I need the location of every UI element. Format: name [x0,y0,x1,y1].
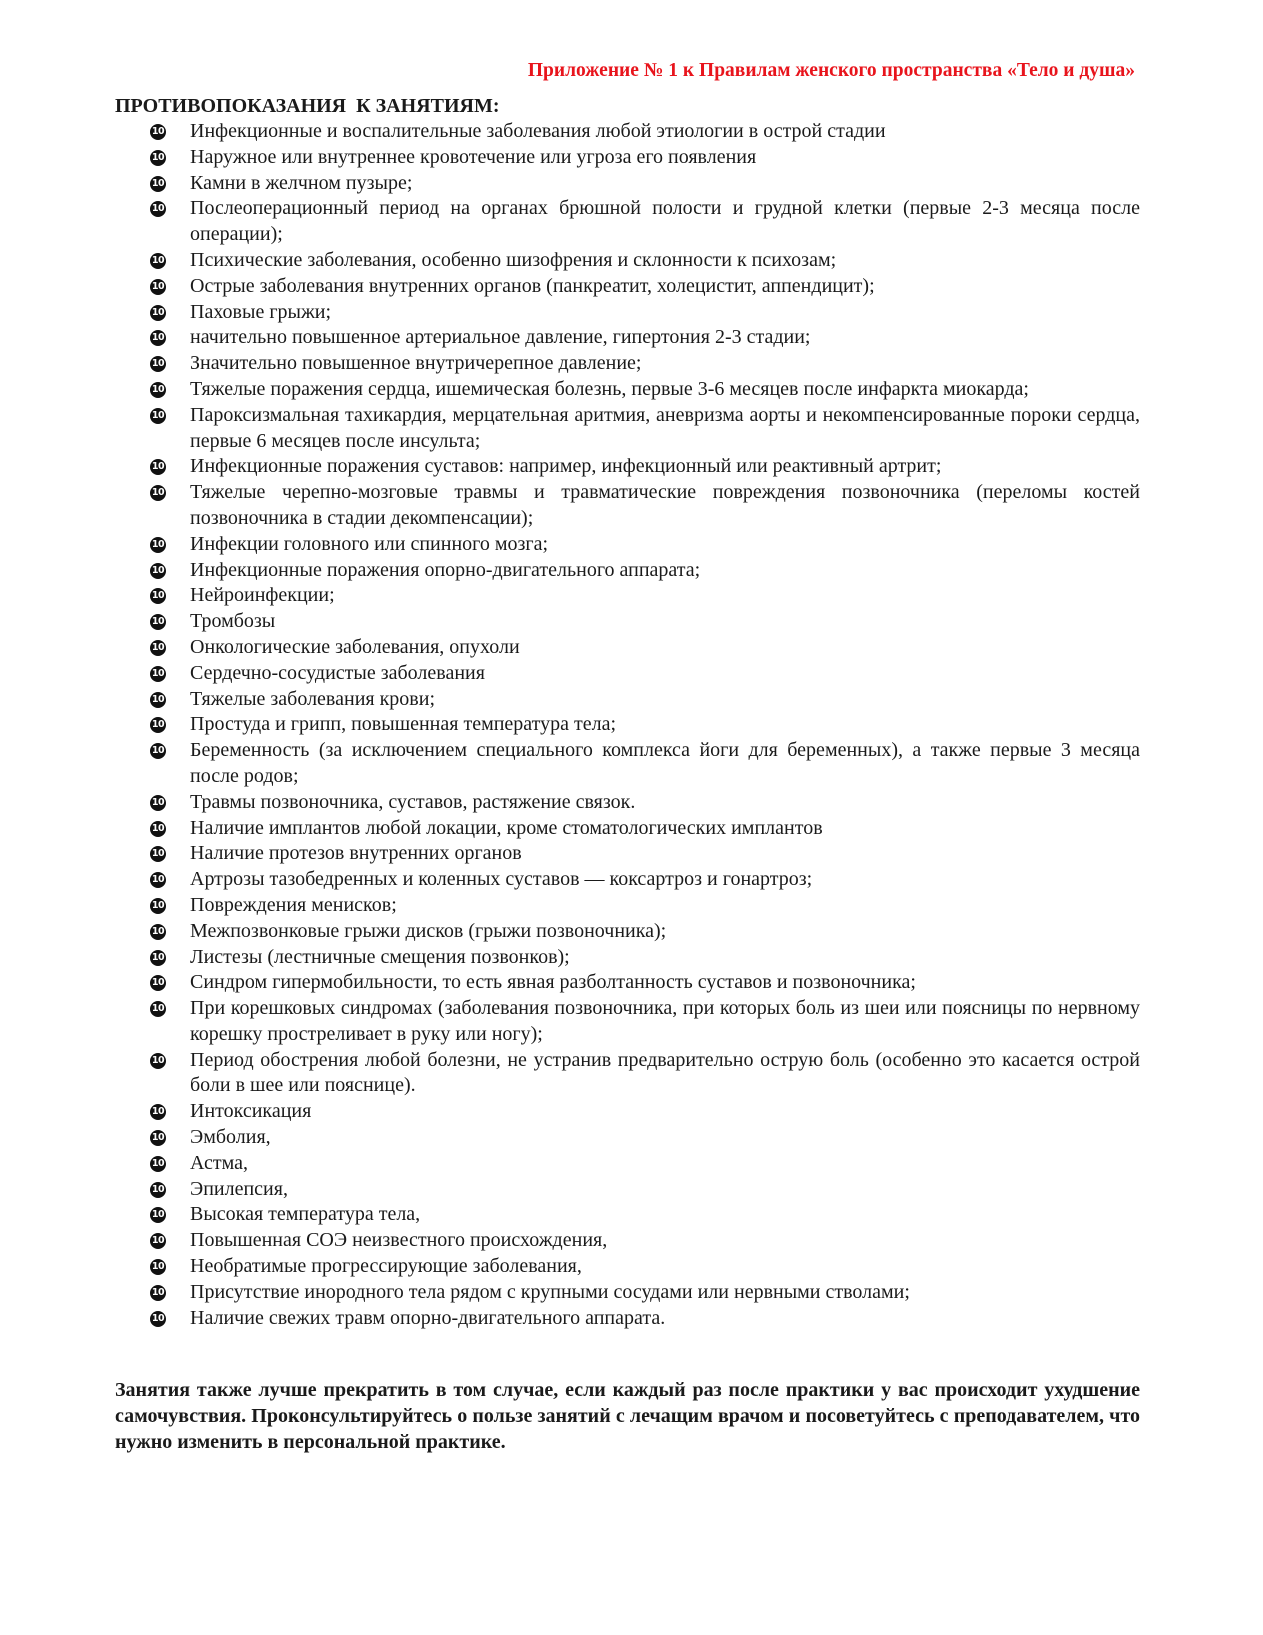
circled-number-bullet-icon: 10 [150,872,166,888]
list-item-text: Послеоперационный период на органах брюшной полости и грудной клетки (первые 2-3 месяца после операции); [190,197,1140,246]
circled-number-bullet-icon: 10 [150,356,166,372]
contraindications-list [148,119,1140,1331]
circled-number-bullet-icon: 10 [150,588,166,604]
list-item-text: Тяжелые черепно-мозговые травмы и травматические повреждения позвоночника (переломы костей позвоночника в стадии декомпенсации); [190,481,1140,529]
list-item [148,1280,1140,1306]
list-item-text: Инфекции головного или спинного мозга; [190,532,549,555]
list-item [148,790,1140,816]
circled-number-bullet-icon: 10 [150,1053,166,1069]
contraindications-heading: ПРОТИВОПОКАЗАНИЯ К ЗАНЯТИЯМ: [115,95,500,117]
list-item [148,1099,1140,1125]
list-item [148,1202,1140,1228]
list-item-text: Листезы (лестничные смещения позвонков); [190,945,570,968]
circled-number-bullet-icon: 10 [150,717,166,733]
circled-number-bullet-icon: 10 [150,176,166,192]
list-item-text: Астма, [190,1151,248,1174]
list-item-text: Простуда и грипп, повышенная температура тела; [190,713,617,736]
list-item [148,1151,1140,1177]
list-item [148,970,1140,996]
list-item [148,1306,1140,1332]
list-item-text: Повреждения менисков; [190,893,397,916]
list-item-text: Инфекционные поражения опорно-двигательного аппарата; [190,558,701,581]
circled-number-bullet-icon: 10 [150,563,166,579]
circled-number-bullet-icon: 10 [150,1104,166,1120]
circled-number-bullet-icon: 10 [150,795,166,811]
circled-number-bullet-icon: 10 [150,975,166,991]
list-item [148,609,1140,635]
list-item-text: Инфекционные и воспалительные заболевания любой этиологии в острой стадии [190,120,886,142]
circled-number-bullet-icon: 10 [150,537,166,553]
circled-number-bullet-icon: 10 [150,821,166,837]
list-item [148,635,1140,661]
list-item [148,300,1140,326]
list-item [148,1228,1140,1254]
list-item-text: Травмы позвоночника, суставов, растяжение связок. [190,790,636,813]
list-item [148,558,1140,584]
list-item-text: Артрозы тазобедренных и коленных суставов — коксартроз и гонартроз; [190,868,813,891]
circled-number-bullet-icon: 10 [150,1207,166,1223]
list-item [148,919,1140,945]
list-item [148,1254,1140,1280]
list-item [148,119,1140,145]
circled-number-bullet-icon: 10 [150,1182,166,1198]
list-item [148,945,1140,971]
list-item-text: Паховые грыжи; [190,300,332,323]
circled-number-bullet-icon: 10 [150,201,166,217]
list-item [148,351,1140,377]
circled-number-bullet-icon: 10 [150,382,166,398]
list-item [148,1048,1140,1100]
list-item-text: Тяжелые заболевания крови; [190,687,436,710]
circled-number-bullet-icon: 10 [150,1285,166,1301]
circled-number-bullet-icon: 10 [150,692,166,708]
list-item [148,403,1140,455]
list-item-text: Камни в желчном пузыре; [190,171,413,194]
circled-number-bullet-icon: 10 [150,1259,166,1275]
list-item [148,454,1140,480]
list-item-text: Повышенная СОЭ неизвестного происхождения, [190,1229,608,1252]
list-item-text: начительно повышенное артериальное давление, гипертония 2-3 стадии; [190,326,811,349]
closing-note: Занятия также лучше прекратить в том случае, если каждый раз после практики у вас происходит ухудшение самочувствия. Проконсультируйтесь о пользе занятий с лечащим врачом и посоветуйтесь с преподавателем, что нужно изменить в персональной практике. [115,1379,1140,1453]
list-item-text: Пароксизмальная тахикардия, мерцательная аритмия, аневризма аорты и некомпенсированные пороки сердца, первые 6 месяцев после инсульта; [190,403,1140,452]
circled-number-bullet-icon: 10 [150,253,166,269]
circled-number-bullet-icon: 10 [150,640,166,656]
list-item-text: Присутствие инородного тела рядом с крупными сосудами или нервными стволами; [190,1280,910,1303]
list-item [148,145,1140,171]
list-item-text: Наличие свежих травм опорно-двигательного аппарата. [190,1306,666,1329]
list-item-text: Беременность (за исключением специального комплекса йоги для беременных), а также первые 3 месяца после родов; [190,739,1140,787]
list-item [148,867,1140,893]
list-item-text: При корешковых синдромах (заболевания позвоночника, при которых боль из шеи или поясницы по нервному корешку простреливает в руку или ногу); [190,997,1140,1045]
circled-number-bullet-icon: 10 [150,1156,166,1172]
list-item [148,377,1140,403]
list-item [148,274,1140,300]
circled-number-bullet-icon: 10 [150,124,166,140]
circled-number-bullet-icon: 10 [150,666,166,682]
list-item-text: Период обострения любой болезни, не устранив предварительно острую боль (особенно это касается острой боли в шее или пояснице). [190,1048,1140,1097]
circled-number-bullet-icon: 10 [150,485,166,501]
list-item-text: Сердечно-сосудистые заболевания [190,661,485,684]
circled-number-bullet-icon: 10 [150,898,166,914]
list-item-text: Острые заболевания внутренних органов (панкреатит, холецистит, аппендицит); [190,274,875,297]
list-item-text: Тяжелые поражения сердца, ишемическая болезнь, первые 3-6 месяцев после инфаркта миокарда; [190,377,1029,400]
list-item [148,893,1140,919]
list-item-text: Интоксикация [190,1100,312,1123]
circled-number-bullet-icon: 10 [150,408,166,424]
list-item [148,841,1140,867]
circled-number-bullet-icon: 10 [150,459,166,475]
list-item-text: Наружное или внутреннее кровотечение или угроза его появления [190,145,757,168]
list-item [148,816,1140,842]
list-item-text: Нейроинфекции; [190,584,335,607]
appendix-header: Приложение № 1 к Правилам женского пространства «Тело и душа» [527,60,1135,81]
circled-number-bullet-icon: 10 [150,924,166,940]
list-item [148,196,1140,248]
list-item-text: Эпилепсия, [190,1177,288,1200]
circled-number-bullet-icon: 10 [150,1001,166,1017]
list-item-text: Высокая температура тела, [190,1203,421,1226]
list-item [148,687,1140,713]
list-item-text: Синдром гипермобильности, то есть явная разболтанность суставов и позвоночника; [190,971,916,994]
list-item-text: Межпозвонковые грыжи дисков (грыжи позвоночника); [190,919,667,942]
list-item [148,738,1140,790]
list-item [148,480,1140,532]
list-item [148,712,1140,738]
list-item [148,1125,1140,1151]
circled-number-bullet-icon: 10 [150,846,166,862]
list-item-text: Наличие имплантов любой локации, кроме стоматологических имплантов [190,816,823,839]
circled-number-bullet-icon: 10 [150,614,166,630]
circled-number-bullet-icon: 10 [150,305,166,321]
list-item-text: Необратимые прогрессирующие заболевания, [190,1255,582,1278]
list-item-text: Онкологические заболевания, опухоли [190,635,520,658]
circled-number-bullet-icon: 10 [150,743,166,759]
list-item [148,996,1140,1048]
list-item-text: Инфекционные поражения суставов: например, инфекционный или реактивный артрит; [190,455,942,478]
list-item [148,248,1140,274]
list-item-text: Значительно повышенное внутричерепное давление; [190,352,642,375]
list-item [148,325,1140,351]
list-item [148,583,1140,609]
list-item-text: Наличие протезов внутренних органов [190,842,522,865]
circled-number-bullet-icon: 10 [150,1233,166,1249]
circled-number-bullet-icon: 10 [150,330,166,346]
circled-number-bullet-icon: 10 [150,1311,166,1327]
circled-number-bullet-icon: 10 [150,150,166,166]
list-item [148,661,1140,687]
list-item-text: Психические заболевания, особенно шизофрения и склонности к психозам; [190,248,837,271]
list-item [148,171,1140,197]
list-item [148,532,1140,558]
list-item-text: Эмболия, [190,1126,271,1149]
list-item [148,1177,1140,1203]
list-item-text: Тромбозы [190,610,276,633]
circled-number-bullet-icon: 10 [150,279,166,295]
circled-number-bullet-icon: 10 [150,1130,166,1146]
circled-number-bullet-icon: 10 [150,950,166,966]
